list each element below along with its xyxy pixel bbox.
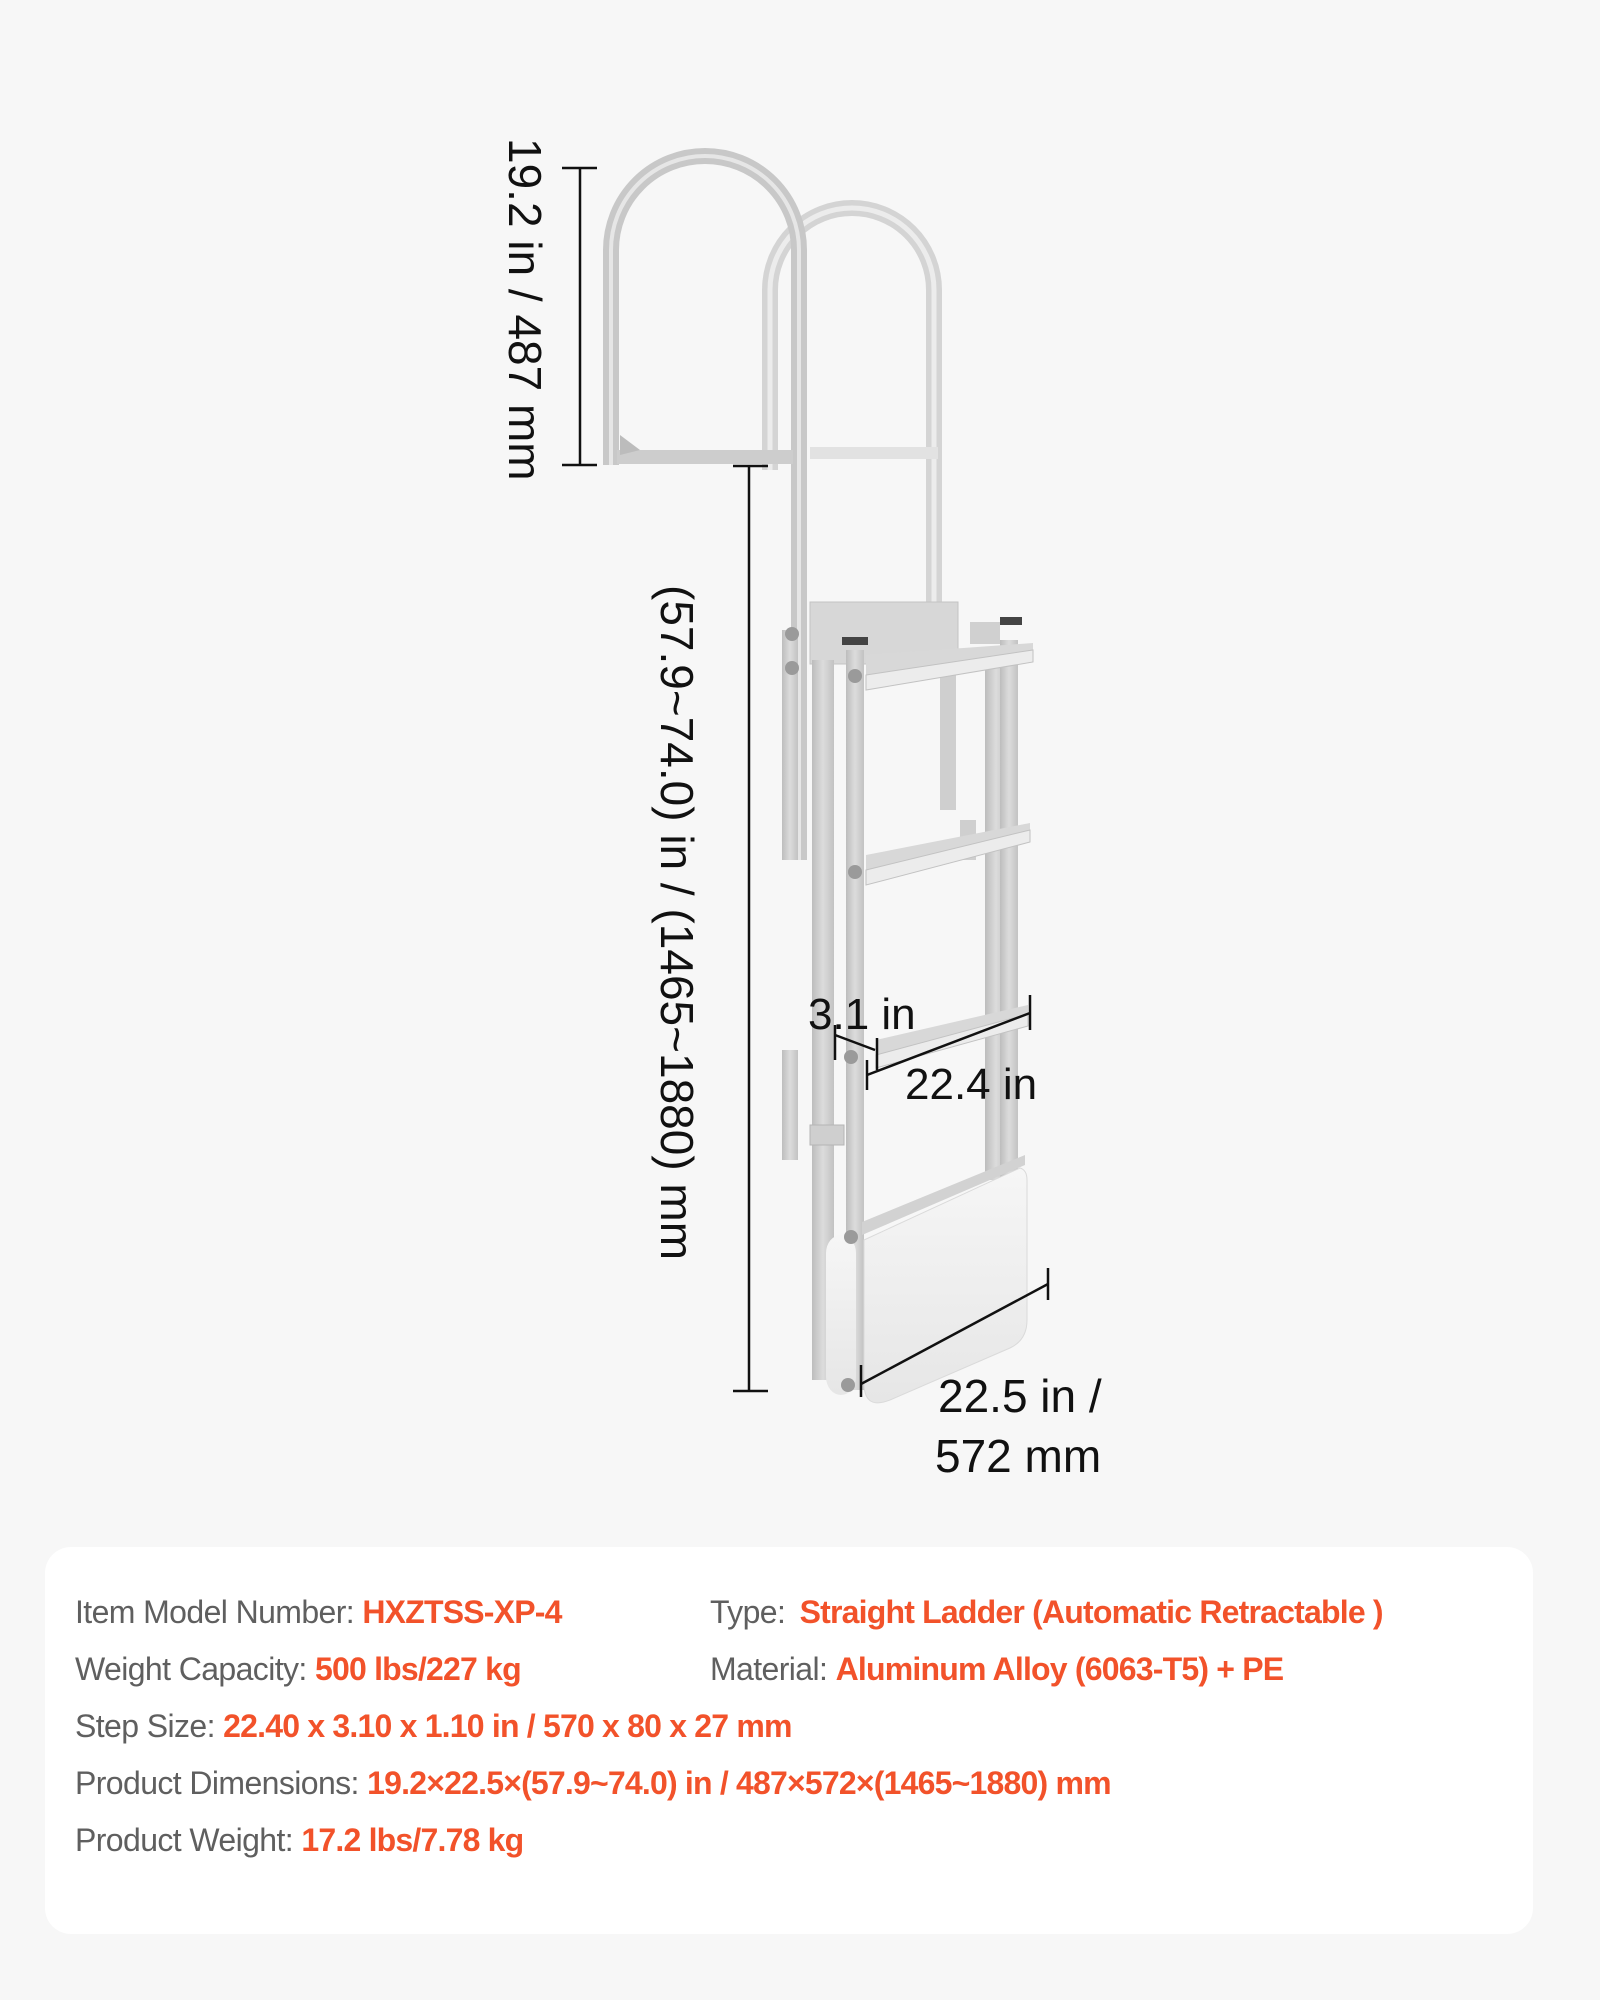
spec-value: Straight Ladder (Automatic Retractable ) (799, 1594, 1383, 1630)
spec-label: Item Model Number: (75, 1594, 355, 1630)
spec-item-model-number (75, 1592, 562, 1632)
step-width-label: 22.4 in (905, 1060, 1038, 1109)
spec-card (45, 1547, 1533, 1934)
step-depth-label: 3.1 in (808, 990, 916, 1039)
spec-label: Type: (710, 1594, 786, 1630)
spec-product-weight (75, 1820, 523, 1860)
spec-value: Aluminum Alloy (6063-T5) + PE (835, 1651, 1284, 1687)
spec-material (710, 1649, 1283, 1689)
spec-step-size (75, 1706, 792, 1746)
ladder-length-label: (57.9~74.0) in / (1465~1880) mm (651, 585, 703, 1261)
spec-label: Product Dimensions: (75, 1765, 359, 1801)
spec-value: 22.40 x 3.10 x 1.10 in / 570 x 80 x 27 mm (223, 1708, 792, 1744)
handrail-height-label: 19.2 in / 487 mm (499, 138, 551, 481)
float-width-label-line2: 572 mm (935, 1430, 1102, 1482)
spec-label: Material: (710, 1651, 828, 1687)
spec-value: 19.2×22.5×(57.9~74.0) in / 487×572×(1465~1880) mm (367, 1765, 1111, 1801)
float-pad (864, 1168, 1027, 1403)
spec-value: HXZTSS-XP-4 (362, 1594, 562, 1630)
float-width-label-line1: 22.5 in / (938, 1370, 1102, 1422)
spec-value: 500 lbs/227 kg (315, 1651, 521, 1687)
spec-product-dimensions (75, 1763, 1111, 1803)
spec-weight-capacity (75, 1649, 521, 1689)
spec-label: Step Size: (75, 1708, 215, 1744)
spec-label: Product Weight: (75, 1822, 294, 1858)
spec-type (710, 1592, 1383, 1632)
spec-label: Weight Capacity: (75, 1651, 307, 1687)
spec-value: 17.2 lbs/7.78 kg (301, 1822, 524, 1858)
